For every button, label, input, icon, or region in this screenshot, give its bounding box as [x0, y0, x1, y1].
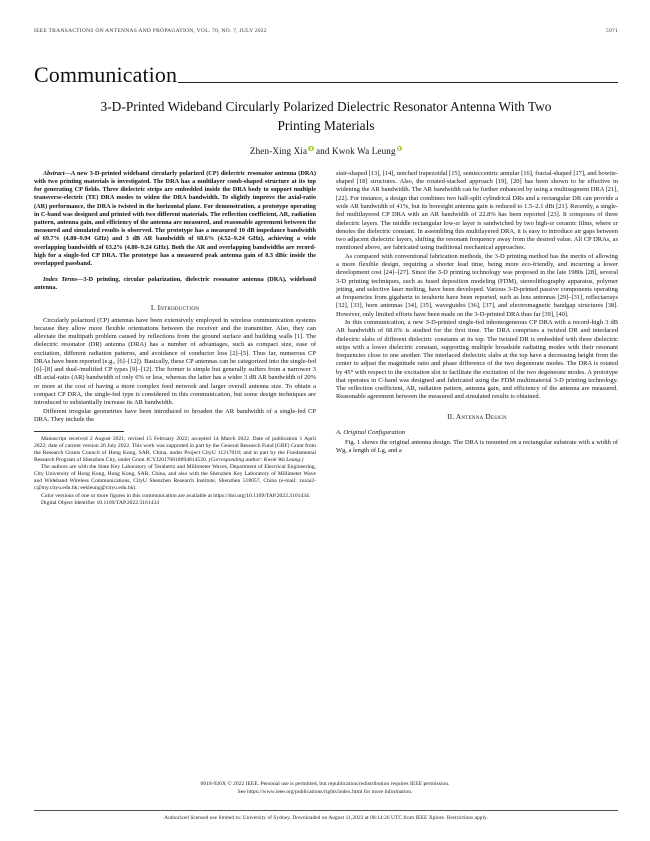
intro-paragraph-3: As compared with conventional fabrication methods, the 3-D printing method has the merits of allowing a more flexible design, requiring a shorter lead time, being more eco-friendly, and incurring a lower development cost [24]–[27]. Since the 3-D printing technology was proposed in the late 1980s [28], several 3-D printing techniques, such as fused deposition modeling (FDM), stereolithography apparatus, polymer jetting, and selective laser melting, have been developed. Various 3-D-printed passive components operating at frequencies from gigahertz to terahertz have been reported, such as lens antennas [29]–[31], reflectarrays [32], [33], horn antennas [34], [35], waveguides [36], [37], and electromagnetic bandgap structures [38]. However, only limited efforts have been made on the 3-D-printed DRA thus far [39], [40].: [336, 252, 618, 318]
index-terms-lead: Index Terms—: [43, 276, 84, 284]
copyright-line-1: 0018-926X © 2022 IEEE. Personal use is permitted, but republication/redistribution requires IEEE permission.: [200, 781, 450, 787]
intro-paragraph-2-left: Different irregular geometries have been introduced to broaden the AR bandwidth of a single-fed CP DRA. They include the: [34, 407, 316, 423]
author-list: [34, 146, 618, 156]
communication-banner: [34, 56, 618, 86]
page-title: 3-D-Printed Wideband Circularly Polarized Dielectric Resonator Antenna With Two Printing Materials: [100, 99, 552, 134]
index-terms-text: 3-D printing, circular polarization, dielectric resonator antenna (DRA), wideband antenna.: [34, 276, 316, 292]
intro-paragraph-1: Circularly polarized (CP) antennas have been extensively employed in wireless communication systems because they allow more flexible orientations between the receiver and the transmitter. Also, they can alleviate the multipath problem caused by reflections from the ground surface and building walls [1]. The dielectric resonator (DR) antenna (DRA) has a number of advantages, such as compact size, ease of excitation, different radiation patterns, and avoidance of conductor loss [2]–[5]. Thus far, numerous CP DRAs have been reported (e.g., [6]–[12]). Basically, these CP antennas can be categorized into the single-fed [6]–[8] and dual-/multifed CP types [9]–[12]. The former is simple but generally suffers from a narrower 3 dB axial-ratio (AR) bandwidth of only 6% or less, whereas the latter has a wider 3 dB AR bandwidth of 20% or more at the cost of having a more complex feed network and larger overall antenna size. To obtain a compact CP DRA, the single-fed type is considered in this communication, but some design techniques are introduced to substantially increase its AR bandwidth.: [34, 316, 316, 407]
communication-label: Communication: [34, 62, 178, 87]
author-name-first: Zhen-Xing Xia: [249, 145, 308, 156]
copyright-block: [0, 781, 650, 796]
footnote-rule: [34, 431, 124, 432]
section-heading-antenna-design: II. Antenna Design: [447, 412, 507, 421]
intro-paragraph-4: In this communication, a new 3-D-printed single-fed inhomogeneous CP DRA with a record-high 3 dB AR bandwidth of 68.6% is studied for the first time. The DRA comprises a twisted DR and interlaced dielectric slabs of different dielectric constants at its top. The twisted DR is embedded with three dielectric strips with a lower dielectric constant, supporting multiple broadside radiating modes with their resonant frequencies close to one another. The interlaced dielectric slabs at the top have a decreasing height from the center to adjust the magnitude ratio and phase difference of the two degenerate modes. The DRA is rotated by 45° with respect to the excitation slot to facilitate the excitation of the two degenerate modes. A prototype that operates in C-band was designed and fabricated using the FDM multimaterial 3-D printing technology. The reflection coefficient, AR, radiation pattern, antenna gain, and efficiency of the antenna are measured. Reasonable agreement between the measured and simulated results is obtained.: [336, 318, 618, 401]
abstract-lead: Abstract—: [43, 169, 71, 177]
access-restriction-text: Authorized licensed use limited to: University of Sydney. Downloaded on August 11,2023 at 08:14:26 UTC from IEEE Xplore. Restrictions apply.: [164, 815, 488, 821]
footnote-doi: Digital Object Identifier 10.1109/TAP.2022.3161434: [41, 499, 160, 506]
abstract-text: A new 3-D-printed wideband circularly polarized (CP) dielectric resonator antenna (DRA) with two printing materials is investigated. The DRA has a multilayer comb-shaped structure at its top for generating CP fields. Three dielectric strips are embedded inside the DRA body to support multiple transverse-electric (TE) DRA modes to widen the DRA bandwidth. To slightly improve the axial-ratio (AR) performance, the DRA is twisted in the horizontal plane. For demonstration, a prototype operating in C-band was designed and printed with two different materials. The reflection coefficient, AR, radiation pattern, antenna gain, and efficiency of the antenna are measured, and reasonable agreement between the measured and simulated results is observed. The prototype has a measured 10 dB impedance bandwidth of 69.7% (4.80–9.94 GHz) and 3 dB AR bandwidth of 68.6% (4.52–9.24 GHz), achieving a wide overlapping bandwidth of 63.2% (4.80–9.24 GHz). Both the AR and overlapping bandwidths are record-high for a single-fed CP DRA. The prototype has a measured peak antenna gain of 8.3 dBic inside the overlapped passband.: [34, 169, 316, 267]
footnote-manuscript-text: Manuscript received 2 August 2021; revised 15 February 2022; accepted 14 March 2022. Date of publication 1 April 2022; date of current version 26 July 2022. This work was supported in part by the General Research Fund (GRF) Grant from the Research Grants Council of Hong Kong, SAR, China, under Project CityU 11217018; and in part by the Fundamental Research Program of Shenzhen City, under Grant JCYJ20170818094814530.: [34, 436, 316, 464]
footnote-corresponding-author: (Corresponding author: Kwok Wa Leung.): [208, 457, 304, 464]
running-head: [34, 28, 618, 38]
footnote-color-versions: Color versions of one or more figures in this communication are available at https://doi.org/10.1109/TAP.2022.3161434.: [41, 492, 311, 499]
footnote-affiliation: The authors are with the State Key Laboratory of Terahertz and Millimeter Waves, Department of Electrical Engineering, City University of Hong Kong, Hong Kong, SAR, China, and also with the Shenzhen Key Laboratory of Millimeter Wave and Wideband Wireless Communications, CityU Shenzhen Research Institute, Shenzhen 518057, China (e-mail: zuxia2-c@my.cityu.edu.hk; eekleung@cityu.edu.hk).: [34, 464, 316, 492]
abstract-paragraph: [34, 170, 316, 268]
page-number: 5971: [605, 28, 618, 34]
orcid-icon[interactable]: [308, 146, 313, 151]
index-terms-paragraph: [34, 276, 316, 292]
section-heading-introduction: I. Introduction: [150, 303, 200, 312]
right-column: [336, 170, 618, 770]
subsection-heading-original-configuration: A. Original Configuration: [336, 428, 406, 436]
copyright-line-2: See https://www.ieee.org/publications/rights/index.html for more information.: [237, 788, 413, 795]
intro-paragraph-2-right: stair-shaped [13], [14], notched trapezoidal [15], semieccentric annular [16], fractal-shaped [17], and bowtie-shaped [18] structures. Also, the rotated-stacked approach [19], [20] has been shown to be effective in widening the AR bandwidth. The AR bandwidth can be further enhanced by using a multisegment DRA [21], [22]. For instance, a design that combines two half-split cylindrical DRs and a rectangular DR can provide a wide AR bandwidth of 41%, but its boresight antenna gain is reduced to 1.5–2.1 dBi [21]. Recently, a single-fed multilayered CP DRA with an AR bandwidth of 22.8% has been reported [23]. It composes of three dielectric layers. The middle rectangular low-εr layer is sandwiched by two high-εr ceramic films, where εr denotes the dielectric constant. In assembling this multilayered DRA, it is easy to introduce air gaps between two adjacent dielectric layers, shifting the resonant frequency away from the desired value. All CP DRAs, as mentioned above, are fabricated using traditional mechanical approaches.: [336, 169, 618, 252]
orcid-icon[interactable]: [397, 146, 402, 151]
left-column: [34, 170, 316, 770]
banner-rule: [178, 81, 618, 83]
journal-reference: IEEE TRANSACTIONS ON ANTENNAS AND PROPAGATION, VOL. 70, NO. 7, JULY 2022: [34, 28, 267, 34]
footnote-block: [34, 436, 316, 506]
author-name-second: Kwok Wa Leung: [332, 145, 396, 156]
design-paragraph-1: Fig. 1 shows the original antenna design. The DRA is mounted on a rectangular substrate with a width of Wg, a length of Lg, and a: [336, 438, 618, 455]
two-column-body: [34, 170, 618, 770]
footnote-manuscript: [34, 436, 316, 464]
author-conjunction: and: [313, 145, 332, 156]
access-restriction-bar: [34, 810, 618, 821]
